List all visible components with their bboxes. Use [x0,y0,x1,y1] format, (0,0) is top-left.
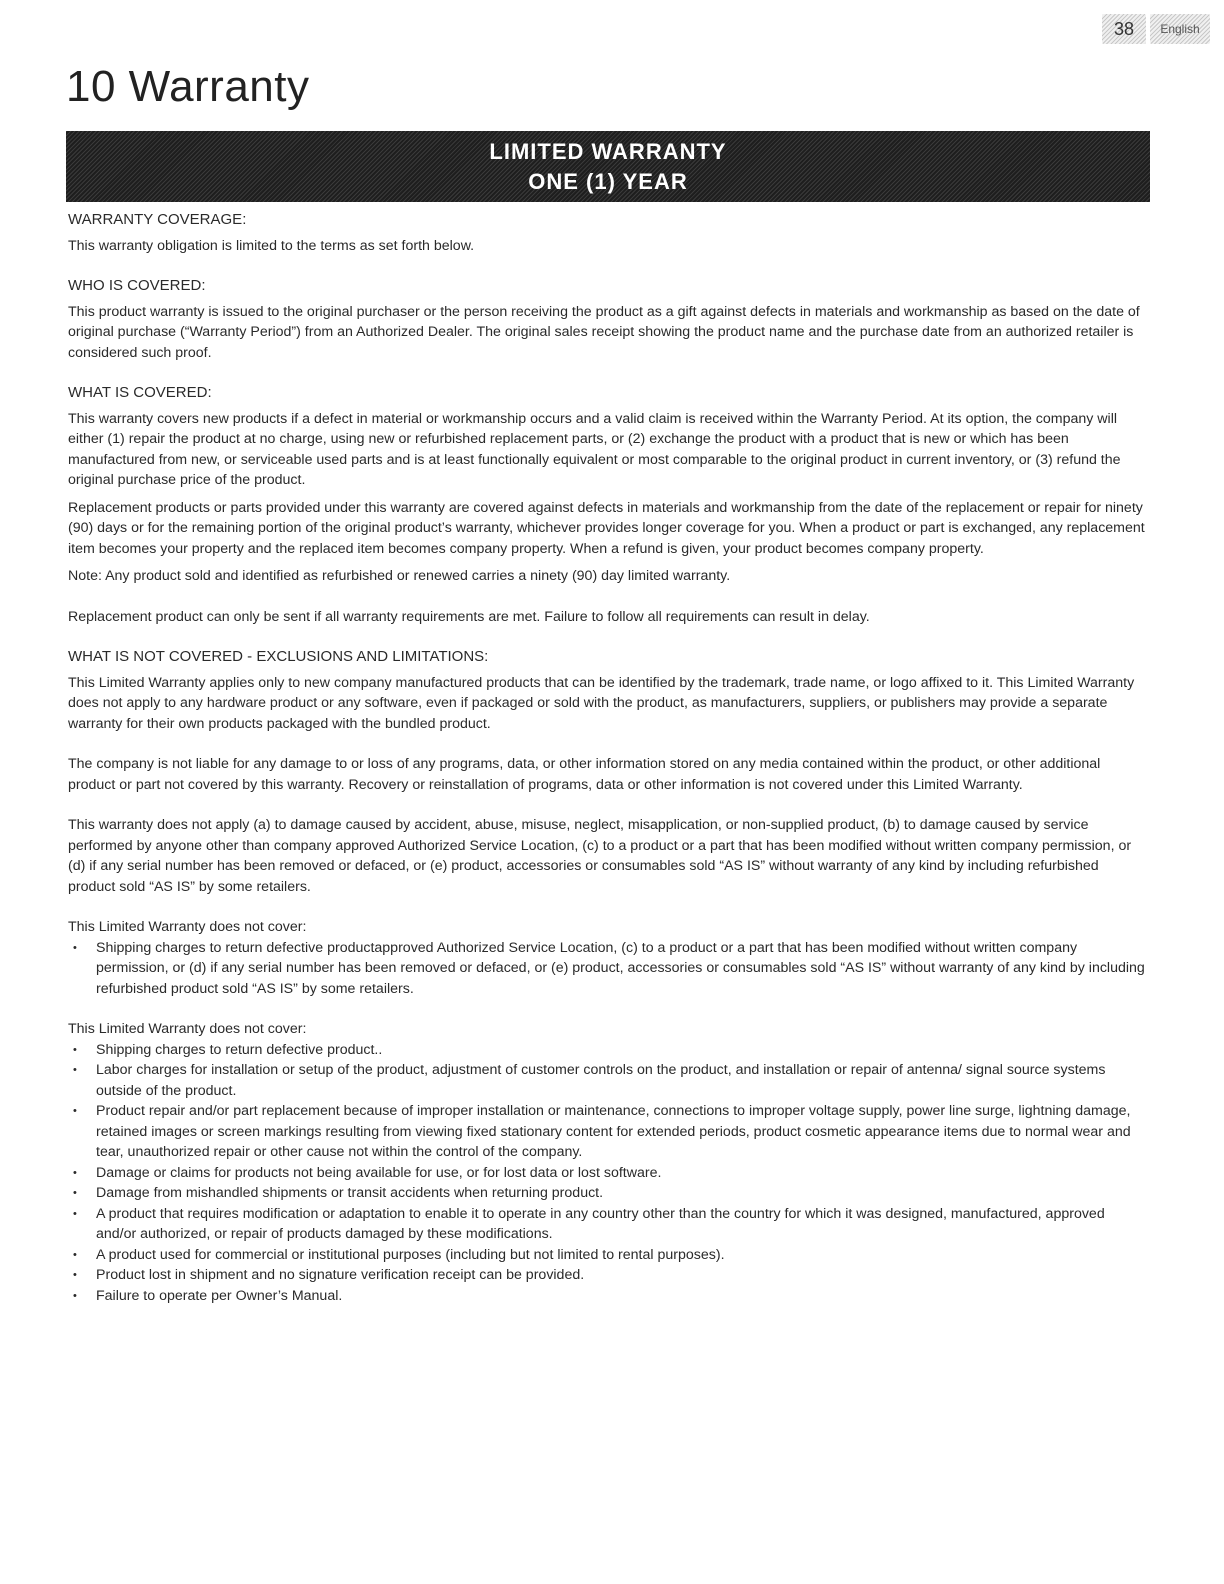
who-covered-text: This product warranty is issued to the original purchaser or the person receiving the product as a gift against defects in materials and workmanship as based on the date of original purchase (“Warranty Period”) from an Authorized Dealer. The original sales receipt showing the product name and the purchase date from an authorized retailer is considered such proof. [68,303,1140,361]
not-covered-paragraph-2: The company is not liable for any damage to or loss of any programs, data, or other information stored on any media contained within the product, or other additional product or part not covered by this warranty. Recovery or reinstallation of programs, data or other information is not covered under this Limited Warranty. [68,756,1101,793]
what-covered-paragraph: This warranty covers new products if a defect in material or workmanship occurs and a valid claim is received within the Warranty Period. At its option, the company will either (1) repair the product at no charge, using new or refurbished replacement parts, or (2) exchange the product with a product that is new or which has been manufactured from new, or serviceable used parts and is at least functionally equivalent or most comparable to the original product in current inventory, or (3) refund the original purchase price of the product. [68,410,1121,488]
list-1-intro: This Limited Warranty does not cover: [68,919,307,935]
list-item: • Product lost in shipment and no signature verification receipt can be provided. [68,1265,1148,1286]
chapter-title: 10 Warranty [66,62,310,111]
banner-line-1: LIMITED WARRANTY [489,138,727,164]
language-label: English [1150,14,1210,44]
replacement-requirements: Replacement product can only be sent if all warranty requirements are met. Failure to follow all requirements can result in delay. [68,608,870,625]
warranty-banner [66,131,1150,202]
coverage-text: This warranty obligation is limited to the terms as set forth below. [68,237,475,254]
not-covered-paragraph-1: This Limited Warranty applies only to new company manufactured products that can be identified by the trademark, trade name, or logo affixed to it. This Limited Warranty does not apply to any hardware product or any software, even if packaged or sold with the product, as manufacturers, suppliers, or publishers may provide a separate warranty for their own products packaged with the bundled product. [68,674,1135,732]
refurbished-note: Note: Any product sold and identified as refurbished or renewed carries a ninety (90) day limited warranty. [68,568,731,584]
coverage-heading: WARRANTY COVERAGE: [68,211,247,228]
who-covered-heading: WHO IS COVERED: [68,277,206,294]
banner-line-2: ONE (1) YEAR [528,168,688,194]
list-2-intro: This Limited Warranty does not cover: [68,1021,307,1037]
list-item: • Labor charges for installation or setup of the product, adjustment of customer controls on the product, and installation or repair of antenna/ signal source systems outside of the product. [68,1060,1148,1101]
list-item: • Shipping charges to return defective productapproved Authorized Service Location, (c) to a product or a part that has been modified without written company permission, or (d) if any serial number has been removed or defaced, or (e) product, accessories or consumables sold “AS IS” without warranty of any kind by including refurbished product sold “AS IS” by some retailers. [68,938,1148,1000]
page-tab [1102,14,1210,44]
what-covered-heading: WHAT IS COVERED: [68,384,212,401]
page-number: 38 [1102,14,1146,44]
list-item: • Damage or claims for products not being available for use, or for lost data or lost software. [68,1163,1148,1184]
list-1 [68,938,1148,1000]
list-item: • Damage from mishandled shipments or transit accidents when returning product. [68,1183,1148,1204]
not-covered-heading: WHAT IS NOT COVERED - EXCLUSIONS AND LIMITATIONS: [68,648,489,665]
list-item: • Shipping charges to return defective product.. [68,1040,1148,1061]
list-2 [68,1040,1148,1307]
list-item: • A product used for commercial or institutional purposes (including but not limited to rental purposes). [68,1245,1148,1266]
list-item: • Failure to operate per Owner’s Manual. [68,1286,1148,1307]
warranty-content [68,210,1148,1306]
list-item: • A product that requires modification or adaptation to enable it to operate in any country other than the country for which it was designed, manufactured, approved and/or authorized, or repair of products damaged by these modifications. [68,1204,1148,1245]
list-item: • Product repair and/or part replacement because of improper installation or maintenance, connections to improper voltage supply, power line surge, lightning damage, retained images or screen markings resulting from viewing fixed stationary content for extended periods, product cosmetic appearance items due to normal wear and tear, unauthorized repair or other cause not within the control of the company. [68,1101,1148,1163]
replacement-paragraph: Replacement products or parts provided under this warranty are covered against defects in materials and workmanship from the date of the replacement or repair for ninety (90) days or for the remaining portion of the original product’s warranty, whichever provides longer coverage for you. When a product or part is exchanged, any replacement item becomes your property and the replaced item becomes company property. When a refund is given, your product becomes company property. [68,499,1145,557]
not-covered-paragraph-3: This warranty does not apply (a) to damage caused by accident, abuse, misuse, neglect, misapplication, or non-supplied product, (b) to damage caused by service performed by anyone other than company approved Authorized Service Location, (c) to a product or a part that has been modified without written company permission, or (d) if any serial number has been removed or defaced, or (e) product, accessories or consumables sold “AS IS” without warranty of any kind by including refurbished product sold “AS IS” by some retailers. [68,817,1132,895]
